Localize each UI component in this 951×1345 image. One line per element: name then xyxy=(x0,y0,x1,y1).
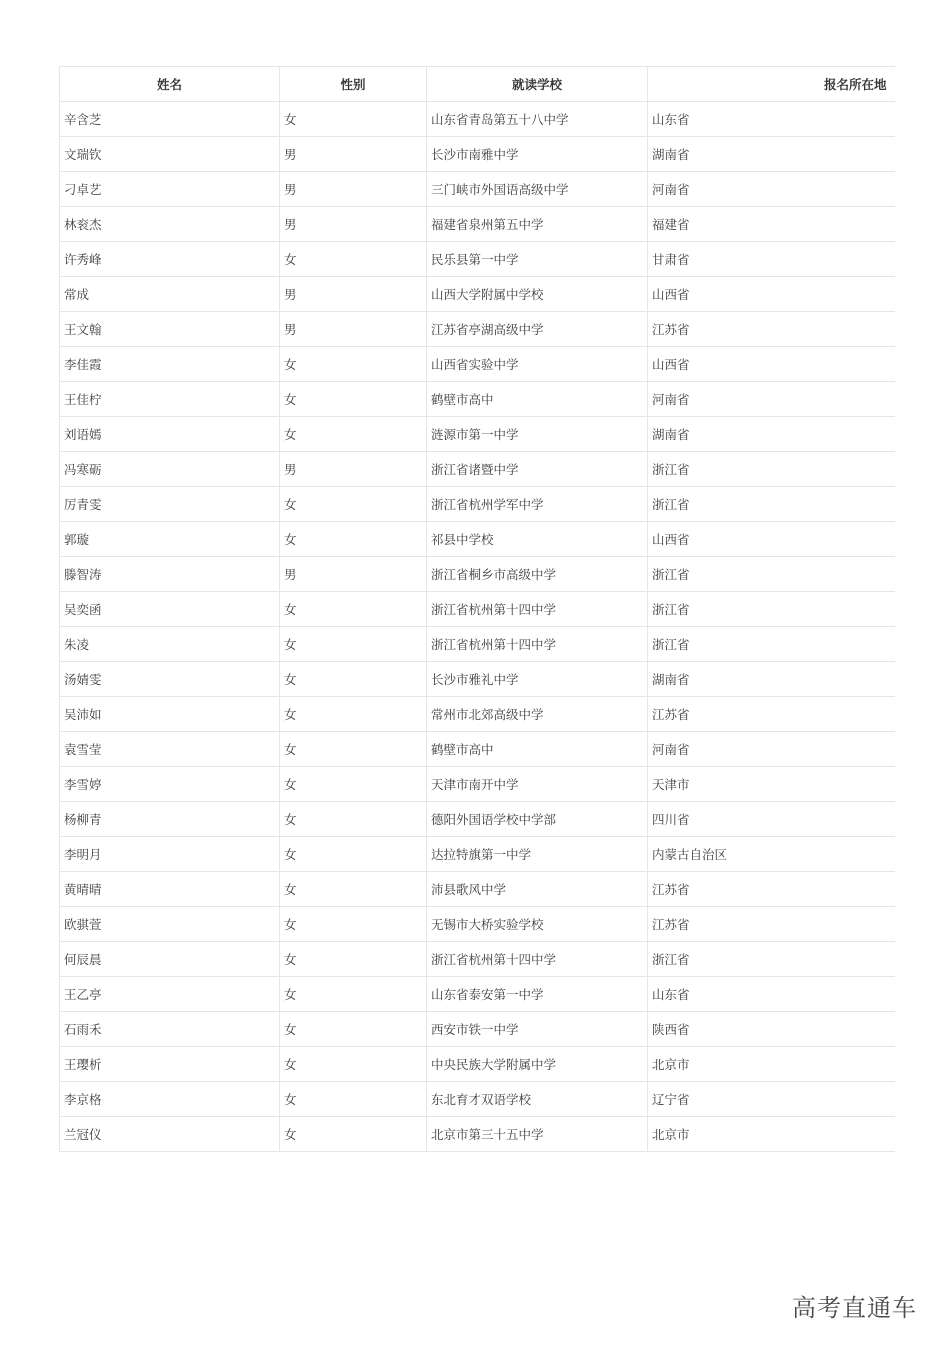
cell-location: 湖南省 xyxy=(648,417,895,452)
table-row xyxy=(60,627,895,662)
cell-name: 冯寒砺 xyxy=(60,452,280,487)
cell-school: 民乐县第一中学 xyxy=(427,242,648,277)
cell-location: 河南省 xyxy=(648,732,895,767)
table-row xyxy=(60,172,895,207)
table-row xyxy=(60,137,895,172)
table-row xyxy=(60,802,895,837)
cell-gender: 女 xyxy=(280,872,427,907)
cell-location: 山西省 xyxy=(648,347,895,382)
cell-gender: 女 xyxy=(280,662,427,697)
cell-school: 无锡市大桥实验学校 xyxy=(427,907,648,942)
cell-name: 黄晴晴 xyxy=(60,872,280,907)
cell-location: 山东省 xyxy=(648,977,895,1012)
cell-location: 江苏省 xyxy=(648,312,895,347)
cell-gender: 男 xyxy=(280,277,427,312)
cell-name: 石雨禾 xyxy=(60,1012,280,1047)
header-school: 就读学校 xyxy=(427,67,648,102)
cell-school: 浙江省桐乡市高级中学 xyxy=(427,557,648,592)
cell-location: 浙江省 xyxy=(648,627,895,662)
cell-gender: 女 xyxy=(280,417,427,452)
cell-school: 山东省泰安第一中学 xyxy=(427,977,648,1012)
cell-name: 滕智涛 xyxy=(60,557,280,592)
table-row xyxy=(60,662,895,697)
cell-school: 浙江省诸暨中学 xyxy=(427,452,648,487)
cell-school: 德阳外国语学校中学部 xyxy=(427,802,648,837)
cell-name: 刘语嫣 xyxy=(60,417,280,452)
watermark: 高考直通车 xyxy=(792,1294,917,1322)
cell-gender: 女 xyxy=(280,767,427,802)
cell-location: 浙江省 xyxy=(648,452,895,487)
cell-name: 郭璇 xyxy=(60,522,280,557)
cell-location: 内蒙古自治区 xyxy=(648,837,895,872)
header-name: 姓名 xyxy=(60,67,280,102)
table-row xyxy=(60,1117,895,1152)
table-row xyxy=(60,592,895,627)
cell-name: 李雪婷 xyxy=(60,767,280,802)
table-row xyxy=(60,977,895,1012)
cell-gender: 女 xyxy=(280,627,427,662)
cell-gender: 男 xyxy=(280,312,427,347)
cell-school: 常州市北郊高级中学 xyxy=(427,697,648,732)
cell-school: 山西省实验中学 xyxy=(427,347,648,382)
cell-school: 鹤壁市高中 xyxy=(427,382,648,417)
table-row xyxy=(60,907,895,942)
table-row xyxy=(60,417,895,452)
cell-location: 江苏省 xyxy=(648,697,895,732)
cell-gender: 男 xyxy=(280,557,427,592)
cell-name: 林衮杰 xyxy=(60,207,280,242)
cell-location: 江苏省 xyxy=(648,872,895,907)
table-row xyxy=(60,207,895,242)
table-row xyxy=(60,1047,895,1082)
cell-name: 朱凌 xyxy=(60,627,280,662)
cell-gender: 女 xyxy=(280,977,427,1012)
table-row xyxy=(60,347,895,382)
cell-gender: 女 xyxy=(280,1047,427,1082)
cell-gender: 男 xyxy=(280,137,427,172)
table-row xyxy=(60,452,895,487)
cell-gender: 女 xyxy=(280,907,427,942)
cell-school: 祁县中学校 xyxy=(427,522,648,557)
cell-school: 西安市铁一中学 xyxy=(427,1012,648,1047)
header-row xyxy=(60,67,895,102)
cell-name: 汤婧雯 xyxy=(60,662,280,697)
table-row xyxy=(60,557,895,592)
table-row xyxy=(60,522,895,557)
header-gender: 性别 xyxy=(280,67,427,102)
cell-gender: 女 xyxy=(280,802,427,837)
cell-school: 浙江省杭州第十四中学 xyxy=(427,942,648,977)
cell-gender: 女 xyxy=(280,1082,427,1117)
cell-school: 中央民族大学附属中学 xyxy=(427,1047,648,1082)
cell-location: 江苏省 xyxy=(648,907,895,942)
cell-name: 王文翰 xyxy=(60,312,280,347)
cell-gender: 女 xyxy=(280,242,427,277)
table-row xyxy=(60,487,895,522)
cell-name: 欧骐萱 xyxy=(60,907,280,942)
cell-location: 甘肃省 xyxy=(648,242,895,277)
cell-gender: 女 xyxy=(280,487,427,522)
cell-name: 刁卓艺 xyxy=(60,172,280,207)
cell-location: 陕西省 xyxy=(648,1012,895,1047)
cell-name: 辛含芝 xyxy=(60,102,280,137)
cell-location: 浙江省 xyxy=(648,592,895,627)
cell-gender: 女 xyxy=(280,1012,427,1047)
table-row xyxy=(60,277,895,312)
cell-gender: 男 xyxy=(280,452,427,487)
cell-school: 三门峡市外国语高级中学 xyxy=(427,172,648,207)
table-row xyxy=(60,102,895,137)
cell-location: 辽宁省 xyxy=(648,1082,895,1117)
cell-name: 许秀峰 xyxy=(60,242,280,277)
cell-school: 山东省青岛第五十八中学 xyxy=(427,102,648,137)
cell-name: 兰冠仪 xyxy=(60,1117,280,1152)
cell-school: 鹤壁市高中 xyxy=(427,732,648,767)
cell-school: 北京市第三十五中学 xyxy=(427,1117,648,1152)
header-location: 报名所在地 xyxy=(648,67,895,102)
cell-name: 李佳霞 xyxy=(60,347,280,382)
cell-name: 李明月 xyxy=(60,837,280,872)
cell-school: 达拉特旗第一中学 xyxy=(427,837,648,872)
cell-location: 北京市 xyxy=(648,1117,895,1152)
table-body xyxy=(60,102,895,1152)
cell-school: 长沙市南雅中学 xyxy=(427,137,648,172)
table-row xyxy=(60,242,895,277)
cell-gender: 女 xyxy=(280,592,427,627)
cell-gender: 女 xyxy=(280,102,427,137)
table-row xyxy=(60,1012,895,1047)
table-row xyxy=(60,767,895,802)
cell-gender: 女 xyxy=(280,1117,427,1152)
cell-school: 福建省泉州第五中学 xyxy=(427,207,648,242)
roster-table xyxy=(59,66,895,1152)
table-row xyxy=(60,382,895,417)
cell-location: 湖南省 xyxy=(648,137,895,172)
cell-name: 吴奕函 xyxy=(60,592,280,627)
cell-gender: 男 xyxy=(280,207,427,242)
cell-gender: 女 xyxy=(280,347,427,382)
cell-gender: 男 xyxy=(280,172,427,207)
cell-name: 王璎析 xyxy=(60,1047,280,1082)
cell-gender: 女 xyxy=(280,382,427,417)
cell-name: 袁雪莹 xyxy=(60,732,280,767)
table-row xyxy=(60,312,895,347)
cell-gender: 女 xyxy=(280,522,427,557)
cell-location: 北京市 xyxy=(648,1047,895,1082)
cell-school: 山西大学附属中学校 xyxy=(427,277,648,312)
cell-school: 涟源市第一中学 xyxy=(427,417,648,452)
cell-gender: 女 xyxy=(280,732,427,767)
cell-gender: 女 xyxy=(280,942,427,977)
table-row xyxy=(60,732,895,767)
cell-location: 山西省 xyxy=(648,522,895,557)
cell-name: 文瑞钦 xyxy=(60,137,280,172)
table-row xyxy=(60,942,895,977)
table-row xyxy=(60,872,895,907)
cell-location: 浙江省 xyxy=(648,557,895,592)
cell-name: 王佳柠 xyxy=(60,382,280,417)
cell-location: 山西省 xyxy=(648,277,895,312)
cell-school: 江苏省亭湖高级中学 xyxy=(427,312,648,347)
cell-location: 天津市 xyxy=(648,767,895,802)
cell-school: 天津市南开中学 xyxy=(427,767,648,802)
cell-name: 常成 xyxy=(60,277,280,312)
cell-school: 长沙市雅礼中学 xyxy=(427,662,648,697)
cell-name: 李京格 xyxy=(60,1082,280,1117)
table-row xyxy=(60,697,895,732)
table-row xyxy=(60,1082,895,1117)
cell-school: 浙江省杭州第十四中学 xyxy=(427,592,648,627)
cell-name: 杨柳青 xyxy=(60,802,280,837)
cell-name: 吴沛如 xyxy=(60,697,280,732)
cell-location: 四川省 xyxy=(648,802,895,837)
cell-name: 王乙亭 xyxy=(60,977,280,1012)
cell-location: 河南省 xyxy=(648,172,895,207)
cell-gender: 女 xyxy=(280,697,427,732)
cell-school: 浙江省杭州学军中学 xyxy=(427,487,648,522)
cell-location: 河南省 xyxy=(648,382,895,417)
table-row xyxy=(60,837,895,872)
cell-school: 东北育才双语学校 xyxy=(427,1082,648,1117)
cell-location: 湖南省 xyxy=(648,662,895,697)
cell-school: 浙江省杭州第十四中学 xyxy=(427,627,648,662)
cell-location: 浙江省 xyxy=(648,487,895,522)
cell-gender: 女 xyxy=(280,837,427,872)
cell-location: 福建省 xyxy=(648,207,895,242)
cell-location: 山东省 xyxy=(648,102,895,137)
cell-name: 何辰晨 xyxy=(60,942,280,977)
cell-school: 沛县歌风中学 xyxy=(427,872,648,907)
cell-name: 厉青雯 xyxy=(60,487,280,522)
cell-location: 浙江省 xyxy=(648,942,895,977)
